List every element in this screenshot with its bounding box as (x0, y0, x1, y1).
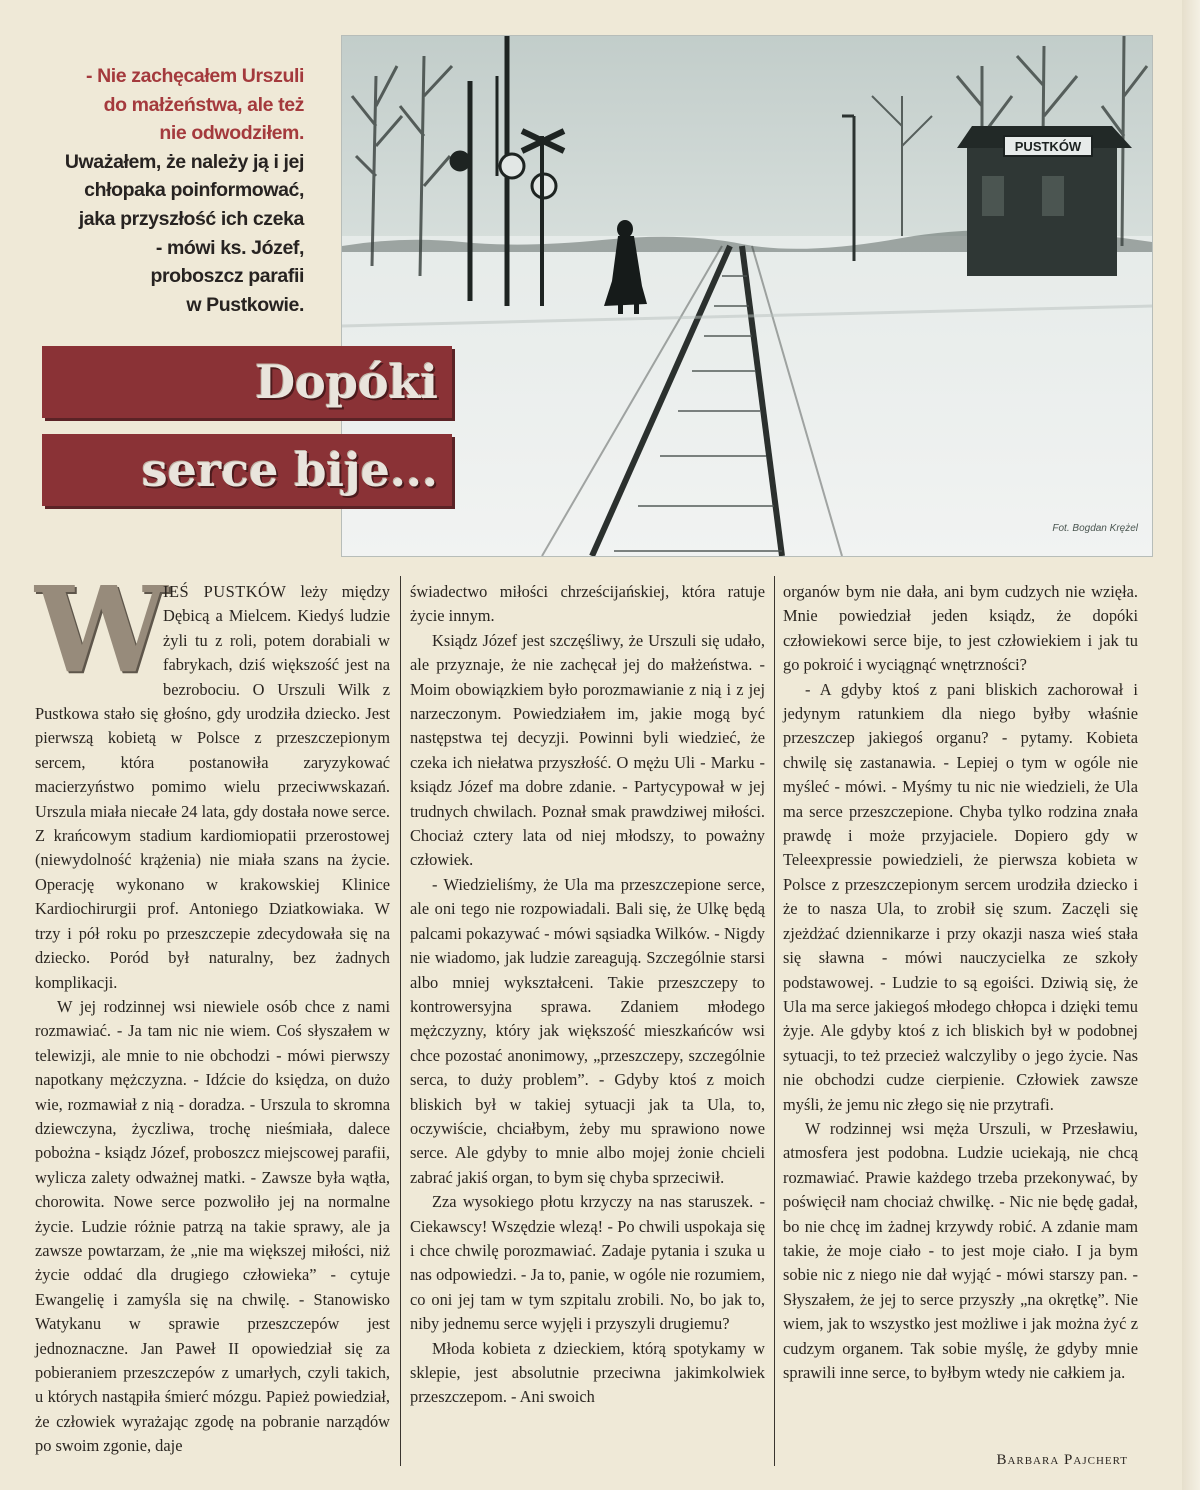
article-paragraph: organów bym nie dała, ani bym cudzych nie wzięła. Mnie powiedział jeden ksiądz, że dopóki człowiekowi serce bije, to jest człowiekiem i jak tu go pokroić i wyciągnąć wnętrzności? (783, 582, 1138, 675)
page-edge (1182, 0, 1200, 1490)
railway-photo (341, 35, 1153, 557)
headline-line-2: serce bije... (42, 434, 452, 506)
pull-quote-line: Uważałem, że należy ją i jej (64, 150, 304, 173)
pull-quote-line: w Pustkowie. (186, 293, 304, 316)
article-paragraph: świadectwo miłości chrześcijańskiej, która ratuje życie innym. (410, 582, 765, 626)
article-paragraph: W rodzinnej wsi męża Urszuli, w Przesławiu, atmosfera jest podobna. Ludzie uciekają, nie chcą rozmawiać. Prawie każdego trzeba przekonywać, by poświęcił nam chociaż chwilkę. - Nic nie będę gadał, bo nie chcę im żadnej krzywdy robić. A zdanie mam takie, że moje ciało - to jest moje ciało. I ja bym sobie nic z niego nie dał wyjąć - mówi starszy pan. - Słyszałem, że jej to serce przyszły „na okrętkę”. Nie wiem, jak to wszystko jest możliwe i jak można żyć z cudzym organem. Tak sobie myślę, że gdyby mnie sprawili inne serce, to byłbym wtedy nie całkiem ja. (783, 1118, 1138, 1382)
author-byline: Barbara Pajchert (996, 1452, 1128, 1468)
article-paragraph: - Wiedzieliśmy, że Ula ma przeszczepione serce, ale oni tego nie rozpowiadali. Bali się, że Ulkę będą palcami pokazywać - mówi sąsiadka Wilków. - Nigdy nie wiadomo, jak ludzie zareagują. Szczególnie starsi albo mniej wykształceni. Takie przeszczepy to kontrowersyjna sprawa. Zdaniem młodego mężczyzny, który jak większość mieszkańców wsi chce pozostać anonimowy, „przeszczepy, szczególnie serca, to duży problem”. - Gdyby ktoś z moich bliskich był w takiej sytuacji jak ta Ula, to, oczywiście, chciałbym, żeby mu sprawiono nowe serce. Ale gdyby to mnie albo mojej żonie chcieli zabrać jakiś organ, to bym się chyba sprzeciwił. (410, 874, 765, 1187)
article-paragraph: W jej rodzinnej wsi niewiele osób chce z nami rozmawiać. - Ja tam nic nie wiem. Coś słyszałem w telewizji, ale mnie to nie obchodzi - mówi pierwszy napotkany mężczyzna. - Idźcie do księdza, on dużo wie, rozmawiał z nią - doradza. - Urszula to skromna dziewczyna, życzliwa, trochę nieśmiała, dalece pobożna - ksiądz Józef, proboszcz miejscowej parafii, wylicza zalety odważnej matki. - Zawsze była wątła, chorowita. Nowe serce pozwoliło jej na normalne życie. Ludzie różnie patrzą na takie sprawy, ale ja zawsze powtarzam, że „nie ma większej miłości, niż życie oddać dla drugiego człowieka” - cytuje Ewangelię i zamyśla się na chwilę. - Stanowisko Watykanu w sprawie przeszczepów jest jednoznaczne. Jan Paweł II opowiedział się za pobieraniem przeszczepów z umarłych, czyli takich, u których nastąpiła śmierć mózgu. Papież powiedział, że człowiek wyrażając zgodę na pobranie narządów po swoim zgonie, daje (35, 996, 390, 1456)
column-divider (774, 576, 775, 1466)
photo-credit: Fot. Bogdan Krężel (1052, 523, 1138, 534)
pull-quote-line: jaka przyszłość ich czeka (78, 207, 304, 230)
lead-in: IEŚ PUSTKÓW (163, 582, 287, 601)
article-column-3 (783, 580, 1138, 1385)
pull-quote-line: - mówi ks. Józef, (155, 236, 304, 259)
paragraph-text: leży między Dębicą a Mielcem. Kiedyś ludzie żyli tu z roli, potem dorabiali w fabrykach, dziś większość jest na bezrobociu. O Urszuli Wilk z Pustkowa stało się głośno, gdy urodziła dziecko. Jest pierwszą kobietą w Polsce z przeszczepionym sercem, która postanowiła zaryzykować macierzyństwo pomimo wielu przeciwwskazań. Urszula miała niecałe 24 lata, gdy dostała nowe serce. Z krańcowym stadium kardiomiopatii przerostowej (niewydolność krążenia) nie miała szans na życie. Operację wykonano w krakowskiej Klinice Kardiochirurgii prof. Antoniego Dziatkowiaka. W trzy i pół roku po przeszczepie zdecydowała się na dziecko. Poród był naturalny, bez żadnych komplikacji. (35, 582, 390, 992)
article-paragraph: - A gdyby ktoś z pani bliskich zachorował i jedynym ratunkiem dla niego byłby właśnie przeszczep jakiegoś organu? - pytamy. Kobieta chwilę się zastanawia. - Lepiej o tym w ogóle nie myśleć - mówi. - Myśmy tu nic nie wiedzieli, że Ula ma serce przeszczepione. Chyba tylko rodzina znała prawdę i może przyjaciele. Dopiero gdy w Teleexpressie powiedzieli, że pierwsza kobieta w Polsce z przeszczepionym sercem urodziła dziecko i że to nasza Ula, to zrobił się szum. Zaczęli się zjeżdżać dziennikarze i przy okazji nasza wieś stała się sławna - mówi nauczycielka ze szkoły podstawowej. - Ludzie to są egoiści. Dziwią się, że Ula ma serce jakiegoś młodego chłopca i dzięki temu żyje. Ale gdyby ktoś z ich bliskich był w podobnej sytuacji, to też przecież walczyliby o jego życie. Nas nie obchodzi cudze cierpienie. Człowiek zawsze myśli, że jemu nic złego się nie przytrafi. (783, 679, 1138, 1114)
article-paragraph: Ksiądz Józef jest szczęśliwy, że Urszuli się udało, ale przyznaje, że nie zachęcał jej do małżeństwa. - Moim obowiązkiem było porozmawianie z nią i z jej narzeczonym. Powiedziałem im, jakie mogą być następstwa tej decyzji. Powinni byli wiedzieć, że czeka ich niełatwa przyszłość. O mężu Uli - Marku - ksiądz Józef ma dobre zdanie. - Partycypował w jej trudnych chwilach. Poznał smak prawdziwej miłości. Chociaż cztery lata od niej młodszy, to poważny człowiek. (410, 630, 765, 870)
article-paragraph: Zza wysokiego płotu krzyczy na nas staruszek. - Ciekawscy! Wszędzie wlezą! - Po chwili uspokaja się i chce chwilę porozmawiać. Zadaje pytania i szuka u nas odpowiedzi. - Ja to, panie, w ogóle nie rozumiem, co oni jej tam w tym szpitalu zrobili. No, bo jak to, niby jednemu serce wyjęli i przyszyli drugiemu? (410, 1192, 765, 1334)
pull-quote (60, 62, 304, 319)
pull-quote-line: do małżeństwa, ale też (103, 93, 304, 116)
drop-cap: W (35, 560, 168, 699)
article-paragraph (35, 560, 390, 995)
article-column-2 (410, 580, 765, 1410)
pull-quote-line: proboszcz parafii (150, 265, 304, 288)
headline-line-1: Dopóki (42, 346, 452, 418)
pull-quote-line: - Nie zachęcałem Urszuli (86, 65, 304, 87)
pull-quote-line: chłopaka poinformować, (84, 179, 304, 202)
railway-scene-illustration (342, 36, 1152, 556)
article-paragraph: Młoda kobieta z dzieckiem, którą spotykamy w sklepie, jest absolutnie przeciwna jakimkolwiek przeszczepom. - Ani swoich (410, 1338, 765, 1407)
pull-quote-line: nie odwodziłem. (159, 122, 304, 145)
article-column-1 (35, 560, 390, 1459)
column-divider (400, 576, 401, 1466)
station-sign-text: PUSTKÓW (1014, 139, 1082, 154)
